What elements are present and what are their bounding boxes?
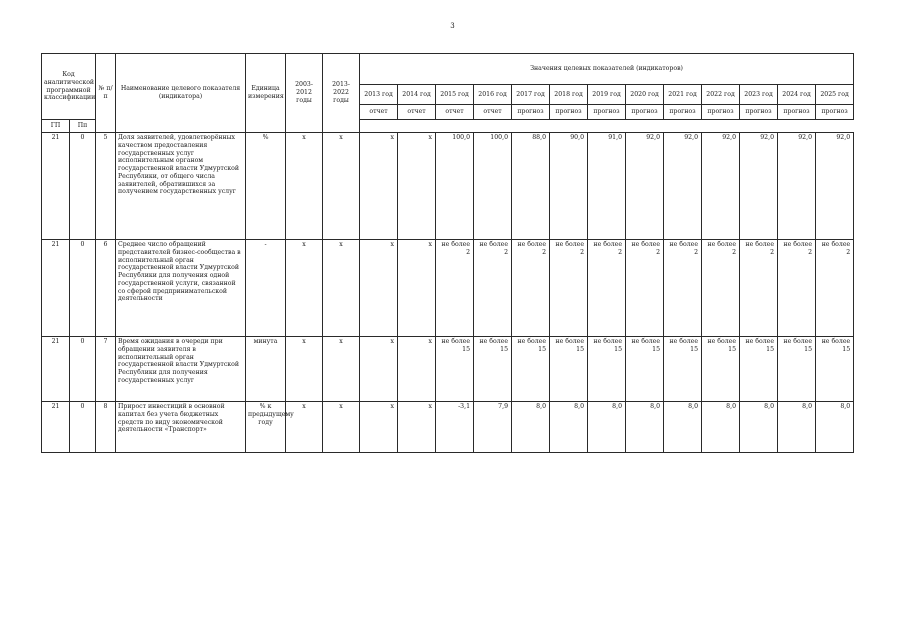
cell-value: 92,0 [816,133,854,240]
cell-gp: 21 [42,402,70,453]
header-pp: Пп [70,120,96,133]
year-header: 2019 год [588,85,626,105]
cell-period-2013-2022: х [323,240,360,337]
cell-value: 8,0 [588,402,626,453]
cell-value: не более 15 [778,337,816,402]
table-row [42,337,854,402]
cell-value: 100,0 [436,133,474,240]
cell-period-2013-2022: х [323,133,360,240]
header-period-2003-2012: 2003-2012 годы [286,54,323,133]
cell-num: 6 [96,240,116,337]
header-code-group: Код аналитической программной классификации [42,54,96,120]
cell-value: не более 15 [512,337,550,402]
cell-value: 92,0 [626,133,664,240]
cell-value: 8,0 [778,402,816,453]
cell-value: х [398,402,436,453]
cell-value: не более 2 [778,240,816,337]
header-values-group: Значения целевых показателей (индикаторов) [360,54,854,85]
year-header: 2025 год [816,85,854,105]
cell-value: не более 15 [740,337,778,402]
cell-gp: 21 [42,240,70,337]
cell-value: 91,0 [588,133,626,240]
cell-value: х [360,337,398,402]
cell-num: 5 [96,133,116,240]
cell-value: 8,0 [702,402,740,453]
cell-value: 7,9 [474,402,512,453]
year-header: 2022 год [702,85,740,105]
table-row [42,240,854,337]
cell-value: не более 2 [626,240,664,337]
header-unit: Единица измерения [246,54,286,133]
table-row [42,402,854,453]
cell-gp: 21 [42,133,70,240]
header-name: Наименование целевого показателя (индикатора) [116,54,246,133]
cell-value: х [398,240,436,337]
cell-value: не более 2 [588,240,626,337]
cell-indicator-name: Среднее число обращений представителей бизнес-сообщества в исполнительный орган государственной власти Удмуртской Республики для получения одной государственной услуги, связанной со сферой предпринимательской деятельности [116,240,246,337]
cell-pp: 0 [70,240,96,337]
cell-value: не более 15 [702,337,740,402]
value-type-header: отчет [398,105,436,120]
cell-value: 92,0 [778,133,816,240]
cell-unit: % к предыдущему году [246,402,286,453]
cell-value: не более 2 [816,240,854,337]
year-header: 2016 год [474,85,512,105]
value-type-header: прогноз [588,105,626,120]
year-header: 2024 год [778,85,816,105]
cell-value: 8,0 [664,402,702,453]
cell-value: не более 2 [550,240,588,337]
table-row [42,133,854,240]
cell-value: 8,0 [816,402,854,453]
cell-value: 8,0 [512,402,550,453]
cell-indicator-name: Доля заявителей, удовлетворённых качеством предоставления государственных услуг исполнительным органом государственной власти Удмуртской Республики, от общего числа заявителей, обратившихся за получением государственных услуг [116,133,246,240]
cell-value: не более 2 [664,240,702,337]
year-header: 2017 год [512,85,550,105]
cell-value: -3,1 [436,402,474,453]
cell-period-2013-2022: х [323,337,360,402]
year-header: 2020 год [626,85,664,105]
cell-value: 8,0 [550,402,588,453]
cell-unit: минута [246,337,286,402]
cell-value: не более 15 [664,337,702,402]
value-type-header: прогноз [512,105,550,120]
value-type-header: прогноз [626,105,664,120]
cell-unit: - [246,240,286,337]
cell-value: х [398,133,436,240]
cell-value: х [360,133,398,240]
indicators-table [41,53,854,453]
value-type-header: прогноз [550,105,588,120]
cell-value: не более 2 [436,240,474,337]
cell-value: не более 15 [588,337,626,402]
value-type-header: прогноз [702,105,740,120]
cell-value: х [360,240,398,337]
cell-unit: % [246,133,286,240]
cell-value: не более 15 [474,337,512,402]
year-header: 2013 год [360,85,398,105]
cell-value: не более 2 [740,240,778,337]
cell-pp: 0 [70,402,96,453]
value-type-header: отчет [436,105,474,120]
cell-num: 7 [96,337,116,402]
header-period-2013-2022: 2013-2022 годы [323,54,360,133]
value-type-header: отчет [360,105,398,120]
year-header: 2021 год [664,85,702,105]
cell-indicator-name: Время ожидания в очереди при обращении заявителя в исполнительный орган государственной власти Удмуртской Республики для получения государственных услуг [116,337,246,402]
page-number: 3 [450,22,455,30]
value-type-header: прогноз [740,105,778,120]
cell-period-2003-2012: х [286,337,323,402]
cell-period-2003-2012: х [286,402,323,453]
cell-value: х [360,402,398,453]
cell-value: 90,0 [550,133,588,240]
header-gp: ГП [42,120,70,133]
cell-value: х [398,337,436,402]
cell-indicator-name: Прирост инвестиций в основной капитал без учета бюджетных средств по виду экономической деятельности «Транспорт» [116,402,246,453]
cell-value: не более 2 [474,240,512,337]
cell-value: 88,0 [512,133,550,240]
value-type-header: прогноз [816,105,854,120]
year-header: 2015 год [436,85,474,105]
year-header: 2014 год [398,85,436,105]
cell-value: 8,0 [626,402,664,453]
cell-period-2003-2012: х [286,133,323,240]
year-header: 2018 год [550,85,588,105]
cell-gp: 21 [42,337,70,402]
cell-value: не более 15 [550,337,588,402]
cell-value: не более 15 [816,337,854,402]
cell-pp: 0 [70,133,96,240]
table-body [42,133,854,453]
cell-value: 92,0 [740,133,778,240]
value-type-header: прогноз [664,105,702,120]
cell-value: не более 15 [626,337,664,402]
cell-period-2013-2022: х [323,402,360,453]
cell-period-2003-2012: х [286,240,323,337]
header-num: № п/п [96,54,116,133]
cell-value: не более 2 [702,240,740,337]
year-header: 2023 год [740,85,778,105]
value-type-header: прогноз [778,105,816,120]
cell-value: 8,0 [740,402,778,453]
cell-num: 8 [96,402,116,453]
cell-value: не более 15 [436,337,474,402]
cell-value: 100,0 [474,133,512,240]
cell-value: не более 2 [512,240,550,337]
cell-pp: 0 [70,337,96,402]
cell-value: 92,0 [664,133,702,240]
value-type-header: отчет [474,105,512,120]
cell-value: 92,0 [702,133,740,240]
